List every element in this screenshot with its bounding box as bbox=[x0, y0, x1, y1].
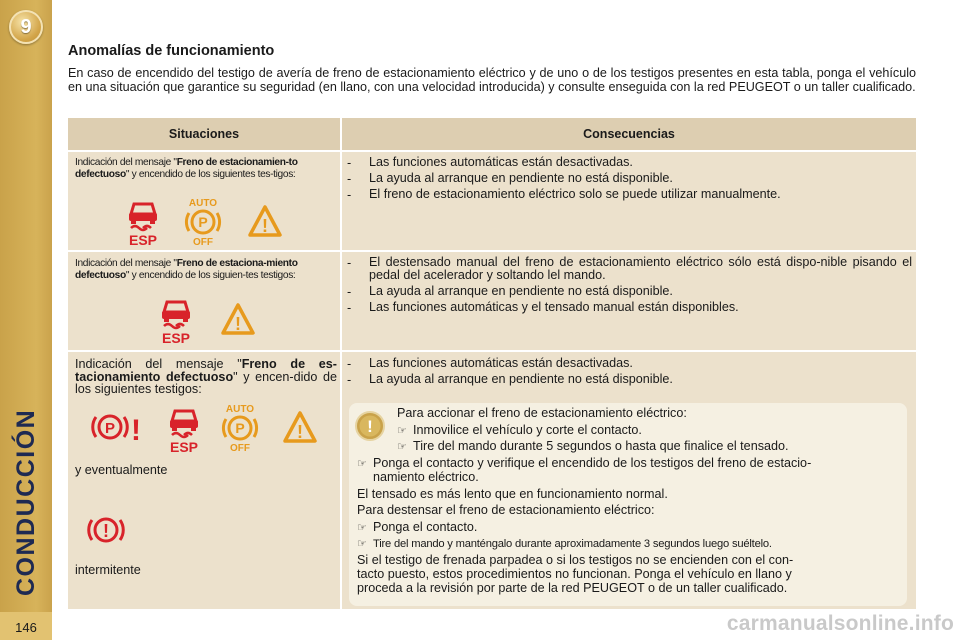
row-divider bbox=[68, 250, 916, 252]
note-step bbox=[357, 537, 772, 550]
eventually-label: y eventualmente bbox=[75, 463, 168, 477]
warning-triangle-icon bbox=[282, 410, 318, 444]
chapter-title: CONDUCCIÓN bbox=[12, 408, 40, 596]
chapter-number: 9 bbox=[20, 15, 32, 38]
column-divider bbox=[340, 118, 342, 609]
note-warning-line: tacto puesto, estos procedimientos no funcionan. Ponga el vehículo en llano y bbox=[357, 567, 792, 581]
situation-3 bbox=[75, 358, 337, 396]
situation-text: " y encendido de los siguien-tes testigos: bbox=[125, 269, 296, 281]
situation-2 bbox=[75, 258, 337, 281]
note-step-text: Tire del mando durante 5 segundos o hasta que finalice el tensado. bbox=[413, 439, 789, 453]
situation-message: Freno de estacionamien-to defectuoso bbox=[75, 157, 298, 180]
consequence-text: El destensado manual del freno de estacionamiento eléctrico sólo está dispo-nible pisando el pedal del acelerador y soltando lel mando. bbox=[369, 255, 912, 282]
consequence-item: - La ayuda al arranque en pendiente no está disponible. bbox=[347, 373, 912, 389]
situation-text: Indicación del mensaje " bbox=[75, 357, 242, 371]
auto-parking-brake-off-icon bbox=[182, 196, 224, 246]
consequence-text: Las funciones automáticas están desactivadas. bbox=[369, 155, 633, 169]
situation-text: Indicación del mensaje " bbox=[75, 258, 177, 269]
note-step-text: Ponga el contacto. bbox=[373, 520, 478, 534]
consequences-1 bbox=[347, 156, 912, 204]
consequence-item: - Las funciones automáticas y el tensado manual están disponibles. bbox=[347, 301, 912, 317]
warning-triangle-icon bbox=[247, 204, 283, 238]
situation-message: Freno de es-tacionamiento defectuoso bbox=[75, 357, 337, 384]
esp-warning-icon bbox=[123, 196, 163, 246]
consequence-text: La ayuda al arranque en pendiente no está disponible. bbox=[369, 171, 673, 185]
exclamation-label: ! bbox=[367, 417, 373, 436]
consequence-item: - Las funciones automáticas están desactivadas. bbox=[347, 357, 912, 373]
esp-label: ESP bbox=[169, 439, 199, 453]
page-number-text: 146 bbox=[15, 619, 37, 635]
flashing-label: intermitente bbox=[75, 563, 141, 577]
consequence-text: Las funciones automáticas y el tensado manual están disponibles. bbox=[369, 300, 739, 314]
header-situations: Situaciones bbox=[68, 118, 340, 150]
consequences-2 bbox=[347, 256, 912, 317]
consequences-3 bbox=[347, 357, 912, 389]
note-step bbox=[397, 439, 789, 453]
consequence-text: El freno de estacionamiento eléctrico solo se puede utilizar manualmente. bbox=[369, 187, 781, 201]
row-divider bbox=[68, 350, 916, 352]
malfunction-table bbox=[68, 118, 916, 609]
auto-label: AUTO bbox=[188, 198, 218, 209]
esp-warning-icon bbox=[156, 294, 196, 344]
watermark: carmanualsonline.info bbox=[726, 612, 954, 635]
situation-text: " y encendido de los siguientes tes-tigos: bbox=[125, 168, 296, 180]
note-line: Para accionar el freno de estacionamiento eléctrico: bbox=[397, 406, 687, 420]
auto-label: AUTO bbox=[225, 404, 255, 415]
pointer-icon: ☞ bbox=[357, 458, 367, 470]
pointer-icon: ☞ bbox=[397, 425, 407, 437]
situation-message: Freno de estaciona-miento defectuoso bbox=[75, 258, 298, 281]
note-step bbox=[357, 456, 811, 470]
header-consequences: Consecuencias bbox=[342, 118, 916, 150]
pointer-icon: ☞ bbox=[357, 538, 367, 550]
note-step-text: Ponga el contacto y verifique el encendido de los testigos del freno de estacio- bbox=[373, 456, 812, 470]
consequence-text: Las funciones automáticas están desactivadas. bbox=[369, 356, 633, 370]
consequence-item: - El destensado manual del freno de estacionamiento eléctrico sólo está dispo-nible pisando el pedal del acelerador y soltando lel mando. bbox=[347, 255, 912, 282]
auto-parking-brake-off-icon bbox=[219, 402, 261, 452]
esp-label: ESP bbox=[161, 330, 191, 344]
esp-warning-icon bbox=[164, 403, 204, 453]
pointer-icon: ☞ bbox=[357, 522, 367, 534]
note-step-text: Tire del mando y manténgalo durante aproximadamente 3 segundos luego suéltelo. bbox=[373, 538, 772, 550]
page-number bbox=[0, 612, 52, 640]
exclamation-label: ! bbox=[103, 521, 109, 541]
note-step-continued: namiento eléctrico. bbox=[373, 470, 479, 484]
exclamation-label: ! bbox=[235, 314, 241, 334]
attention-icon bbox=[354, 410, 386, 442]
note-warning-line: Si el testigo de frenada parpadea o si los testigos no se encienden con el con- bbox=[357, 553, 794, 567]
exclamation-label: ! bbox=[131, 414, 141, 446]
note-line: Para destensar el freno de estacionamiento eléctrico: bbox=[357, 503, 655, 517]
intro-paragraph: En caso de encendido del testigo de avería de freno de estacionamiento eléctrico y de uno o de los testigos presentes en esta tabla, ponga el vehículo en una situación que garantice su seguridad (en llano, con una velocidad introducida) y consulte enseguida con la red PEUGEOT o un taller cualificado. bbox=[68, 66, 916, 94]
p-label: P bbox=[198, 214, 208, 230]
p-label: P bbox=[104, 420, 116, 437]
consequence-item: - La ayuda al arranque en pendiente no está disponible. bbox=[347, 172, 912, 188]
parking-brake-fault-icon bbox=[90, 410, 144, 446]
brake-warning-flashing-icon bbox=[86, 513, 126, 547]
esp-label: ESP bbox=[128, 232, 158, 246]
consequence-item: - El freno de estacionamiento eléctrico solo se puede utilizar manualmente. bbox=[347, 188, 912, 204]
situation-1 bbox=[75, 157, 337, 180]
note-step bbox=[357, 520, 477, 534]
row-divider bbox=[68, 150, 916, 152]
note-step-text: Inmovilice el vehículo y corte el contacto. bbox=[413, 423, 642, 437]
procedure-note bbox=[349, 403, 907, 606]
note-step bbox=[397, 423, 642, 437]
exclamation-label: ! bbox=[262, 216, 268, 236]
pointer-icon: ☞ bbox=[397, 441, 407, 453]
note-warning-line: proceda a la revisión por parte de la red PEUGEOT o de un taller cualificado. bbox=[357, 581, 788, 595]
off-label: OFF bbox=[230, 443, 250, 452]
note-line: El tensado es más lento que en funcionamiento normal. bbox=[357, 487, 668, 501]
warning-triangle-icon bbox=[220, 302, 256, 336]
situation-text: Indicación del mensaje " bbox=[75, 157, 177, 168]
situation-text: " y encen-dido de los siguientes testigos: bbox=[75, 369, 337, 397]
off-label: OFF bbox=[193, 237, 213, 246]
exclamation-label: ! bbox=[297, 422, 303, 442]
consequence-text: La ayuda al arranque en pendiente no está disponible. bbox=[369, 372, 673, 386]
consequence-item: - Las funciones automáticas están desactivadas. bbox=[347, 156, 912, 172]
consequence-item: - La ayuda al arranque en pendiente no está disponible. bbox=[347, 285, 912, 301]
consequence-text: La ayuda al arranque en pendiente no está disponible. bbox=[369, 284, 673, 298]
p-label: P bbox=[235, 420, 245, 436]
chapter-number-badge bbox=[9, 10, 43, 44]
section-title: Anomalías de funcionamiento bbox=[68, 43, 275, 59]
